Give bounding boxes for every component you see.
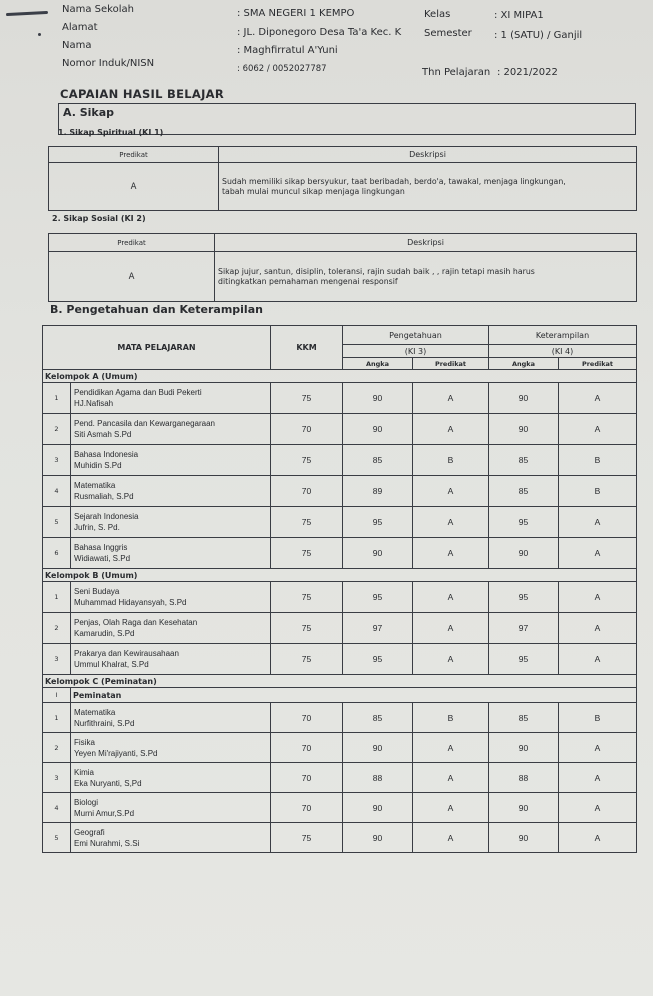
header-label-class: Kelas [424, 9, 451, 20]
kkm-value: 70 [271, 793, 343, 823]
keterampilan-predikat: A [559, 763, 637, 793]
keterampilan-predikat: A [559, 793, 637, 823]
subject-name: Kimia [74, 767, 95, 777]
kkm-value: 70 [271, 476, 343, 507]
table-row [43, 507, 637, 538]
keterampilan-angka: 90 [489, 383, 559, 414]
header-pengetahuan: Pengetahuan [343, 326, 489, 345]
spiritual-predikat-value: A [49, 163, 219, 211]
table-row [43, 383, 637, 414]
spiritual-deskripsi-line-2: tabah mulai muncul sikap menjaga lingkungan [222, 186, 405, 196]
keterampilan-angka: 95 [489, 644, 559, 675]
row-number: 2 [43, 414, 71, 445]
keterampilan-angka: 85 [489, 703, 559, 733]
subject-name: Bahasa Inggris [74, 543, 128, 552]
spiritual-title: 1. Sikap Spiritual (KI 1) [58, 128, 164, 137]
pengetahuan-predikat: A [413, 823, 489, 853]
pengetahuan-angka: 97 [343, 613, 413, 644]
pengetahuan-angka: 95 [343, 507, 413, 538]
teacher-name: Nurfithraini, S.Pd [74, 718, 135, 728]
pengetahuan-predikat: A [413, 793, 489, 823]
teacher-name: Kamarudin, S.Pd [74, 629, 135, 638]
header-k-angka: Angka [489, 358, 559, 370]
group-header: Kelompok B (Umum) [43, 569, 637, 582]
kkm-value: 75 [271, 507, 343, 538]
subject-cell [71, 445, 271, 476]
row-number: 5 [43, 823, 71, 853]
header-label-year: Thn Pelajaran [422, 67, 491, 78]
header-mata-pelajaran: MATA PELAJARAN [43, 326, 271, 370]
keterampilan-angka: 95 [489, 582, 559, 613]
subject-cell [71, 763, 271, 793]
subject-name: Pend. Pancasila dan Kewarganegaraan [74, 419, 215, 428]
subject-cell [71, 476, 271, 507]
subject-name: Seni Budaya [74, 587, 120, 596]
subgroup-name: Peminatan [71, 688, 637, 703]
row-number: 1 [43, 582, 71, 613]
keterampilan-predikat: A [559, 383, 637, 414]
spiritual-deskripsi-line-1: Sudah memiliki sikap bersyukur, taat beribadah, berdo'a, tawakal, menjaga lingkungan, [222, 176, 566, 186]
header-keterampilan: Keterampilan [489, 326, 637, 345]
header-label-semester: Semester [424, 28, 472, 39]
keterampilan-angka: 85 [489, 476, 559, 507]
table-row [43, 823, 637, 853]
keterampilan-predikat: A [559, 733, 637, 763]
subject-cell [71, 644, 271, 675]
pengetahuan-predikat: B [413, 703, 489, 733]
keterampilan-predikat: B [559, 703, 637, 733]
keterampilan-predikat: A [559, 507, 637, 538]
sosial-table [48, 233, 637, 302]
subject-cell [71, 383, 271, 414]
teacher-name: Muhammad Hidayansyah, S.Pd [74, 598, 187, 607]
kkm-value: 70 [271, 763, 343, 793]
pengetahuan-predikat: A [413, 383, 489, 414]
pengetahuan-angka: 88 [343, 763, 413, 793]
subject-cell [71, 823, 271, 853]
header-kkm: KKM [271, 326, 343, 370]
pengetahuan-predikat: A [413, 476, 489, 507]
subject-cell [71, 793, 271, 823]
pen-dot-mark [38, 33, 41, 36]
row-number: 5 [43, 507, 71, 538]
pengetahuan-predikat: A [413, 644, 489, 675]
row-number: 4 [43, 793, 71, 823]
teacher-name: Muhidin S.Pd [74, 461, 122, 470]
teacher-name: Emi Nurahmi, S.Si [74, 838, 140, 848]
pengetahuan-predikat: A [413, 613, 489, 644]
keterampilan-predikat: A [559, 538, 637, 569]
header-value-year: : 2021/2022 [497, 67, 558, 78]
pengetahuan-angka: 90 [343, 538, 413, 569]
pengetahuan-angka: 90 [343, 823, 413, 853]
kkm-value: 70 [271, 733, 343, 763]
header-label-nisn: Nomor Induk/NISN [62, 58, 155, 69]
row-number: 3 [43, 445, 71, 476]
keterampilan-predikat: A [559, 613, 637, 644]
keterampilan-predikat: B [559, 476, 637, 507]
keterampilan-angka: 95 [489, 507, 559, 538]
kkm-value: 75 [271, 445, 343, 476]
subject-name: Fisika [74, 737, 95, 747]
spiritual-table [48, 146, 637, 211]
section-a-title: A. Sikap [63, 106, 115, 119]
header-label-school: Nama Sekolah [62, 4, 134, 15]
keterampilan-angka: 90 [489, 733, 559, 763]
teacher-name: Yeyen Mi'rajiyanti, S.Pd [74, 748, 158, 758]
section-b-title: B. Pengetahuan dan Keterampilan [50, 303, 263, 316]
table-row [43, 538, 637, 569]
pengetahuan-angka: 90 [343, 414, 413, 445]
subject-name: Biologi [74, 797, 99, 807]
header-value-address: : JL. Diponegoro Desa Ta'a Kec. K [237, 27, 402, 38]
page-title: CAPAIAN HASIL BELAJAR [60, 87, 225, 101]
keterampilan-angka: 90 [489, 823, 559, 853]
subject-name: Matematika [74, 707, 116, 717]
table-row [43, 582, 637, 613]
sosial-deskripsi-line-2: ditingkatkan pemahaman mengenai responsif [218, 276, 398, 286]
keterampilan-predikat: A [559, 582, 637, 613]
row-number: 4 [43, 476, 71, 507]
pengetahuan-predikat: B [413, 445, 489, 476]
table-row [43, 703, 637, 733]
sosial-deskripsi-header: Deskripsi [215, 234, 637, 252]
pengetahuan-angka: 95 [343, 644, 413, 675]
table-row [43, 414, 637, 445]
subject-cell [71, 733, 271, 763]
subgroup-number: I [43, 688, 71, 703]
sosial-deskripsi-line-1: Sikap jujur, santun, disiplin, toleransi, rajin sudah baik , , rajin tetapi masih harus [218, 266, 535, 276]
header-k-predikat: Predikat [559, 358, 637, 370]
table-row [43, 763, 637, 793]
pengetahuan-angka: 90 [343, 733, 413, 763]
header-label-address: Alamat [62, 22, 98, 33]
teacher-name: Siti Asmah S.Pd [74, 430, 132, 439]
table-row [43, 733, 637, 763]
pengetahuan-predikat: A [413, 582, 489, 613]
subject-name: Sejarah Indonesia [74, 512, 139, 521]
subject-cell [71, 703, 271, 733]
keterampilan-angka: 97 [489, 613, 559, 644]
subject-name: Bahasa Indonesia [74, 450, 139, 459]
row-number: 3 [43, 644, 71, 675]
table-row [43, 613, 637, 644]
spiritual-predikat-header: Predikat [49, 147, 219, 163]
row-number: 3 [43, 763, 71, 793]
subject-cell [71, 613, 271, 644]
subject-cell [71, 414, 271, 445]
subject-name: Matematika [74, 481, 116, 490]
kkm-value: 75 [271, 613, 343, 644]
subject-cell [71, 582, 271, 613]
teacher-name: Jufrin, S. Pd. [74, 523, 120, 532]
keterampilan-angka: 90 [489, 414, 559, 445]
keterampilan-predikat: A [559, 414, 637, 445]
kkm-value: 70 [271, 703, 343, 733]
pen-stroke-mark [6, 11, 48, 16]
pengetahuan-angka: 95 [343, 582, 413, 613]
header-value-class: : XI MIPA1 [494, 10, 544, 21]
group-header: Kelompok A (Umum) [43, 370, 637, 383]
teacher-name: Rusmaliah, S.Pd [74, 492, 134, 501]
keterampilan-angka: 85 [489, 445, 559, 476]
header-value-school: : SMA NEGERI 1 KEMPO [237, 8, 355, 19]
subject-cell [71, 538, 271, 569]
pengetahuan-angka: 85 [343, 703, 413, 733]
header-ki4: (KI 4) [489, 345, 637, 358]
teacher-name: Murni Amur,S.Pd [74, 808, 135, 818]
pengetahuan-angka: 90 [343, 793, 413, 823]
header-label-name: Nama [62, 40, 92, 51]
table-row [43, 445, 637, 476]
header-value-name: : Maghfirratul A'Yuni [237, 45, 338, 56]
subject-name: Prakarya dan Kewirausahaan [74, 649, 179, 658]
header-value-nisn: : 6062 / 0052027787 [237, 64, 327, 74]
row-number: 1 [43, 383, 71, 414]
pengetahuan-predikat: A [413, 733, 489, 763]
kkm-value: 75 [271, 383, 343, 414]
subject-cell [71, 507, 271, 538]
subject-name: Pendidikan Agama dan Budi Pekerti [74, 388, 202, 397]
pengetahuan-angka: 89 [343, 476, 413, 507]
teacher-name: Widiawati, S.Pd [74, 554, 131, 563]
group-header: Kelompok C (Peminatan) [43, 675, 637, 688]
subject-name: Geografi [74, 827, 105, 837]
keterampilan-angka: 90 [489, 538, 559, 569]
sosial-title: 2. Sikap Sosial (KI 2) [52, 214, 146, 223]
sosial-deskripsi-value [215, 252, 637, 302]
row-number: 2 [43, 613, 71, 644]
spiritual-deskripsi-header: Deskripsi [219, 147, 637, 163]
header-value-semester: : 1 (SATU) / Ganjil [494, 30, 583, 41]
grades-table [42, 325, 637, 853]
keterampilan-predikat: B [559, 445, 637, 476]
header-ki3: (KI 3) [343, 345, 489, 358]
row-number: 6 [43, 538, 71, 569]
row-number: 2 [43, 733, 71, 763]
subject-name: Penjas, Olah Raga dan Kesehatan [74, 618, 198, 627]
keterampilan-angka: 88 [489, 763, 559, 793]
kkm-value: 75 [271, 823, 343, 853]
sosial-predikat-value: A [49, 252, 215, 302]
keterampilan-predikat: A [559, 644, 637, 675]
keterampilan-angka: 90 [489, 793, 559, 823]
pengetahuan-angka: 85 [343, 445, 413, 476]
kkm-value: 70 [271, 414, 343, 445]
teacher-name: HJ.Nafisah [74, 399, 114, 408]
table-row [43, 476, 637, 507]
header-p-angka: Angka [343, 358, 413, 370]
kkm-value: 75 [271, 582, 343, 613]
pengetahuan-angka: 90 [343, 383, 413, 414]
row-number: 1 [43, 703, 71, 733]
keterampilan-predikat: A [559, 823, 637, 853]
teacher-name: Ummul Khalrat, S.Pd [74, 660, 149, 669]
pengetahuan-predikat: A [413, 507, 489, 538]
header-p-predikat: Predikat [413, 358, 489, 370]
pengetahuan-predikat: A [413, 763, 489, 793]
teacher-name: Eka Nuryanti, S,Pd [74, 778, 142, 788]
table-row [43, 644, 637, 675]
kkm-value: 75 [271, 538, 343, 569]
sosial-predikat-header: Predikat [49, 234, 215, 252]
pengetahuan-predikat: A [413, 414, 489, 445]
kkm-value: 75 [271, 644, 343, 675]
table-row [43, 793, 637, 823]
spiritual-deskripsi-value [219, 163, 637, 211]
pengetahuan-predikat: A [413, 538, 489, 569]
